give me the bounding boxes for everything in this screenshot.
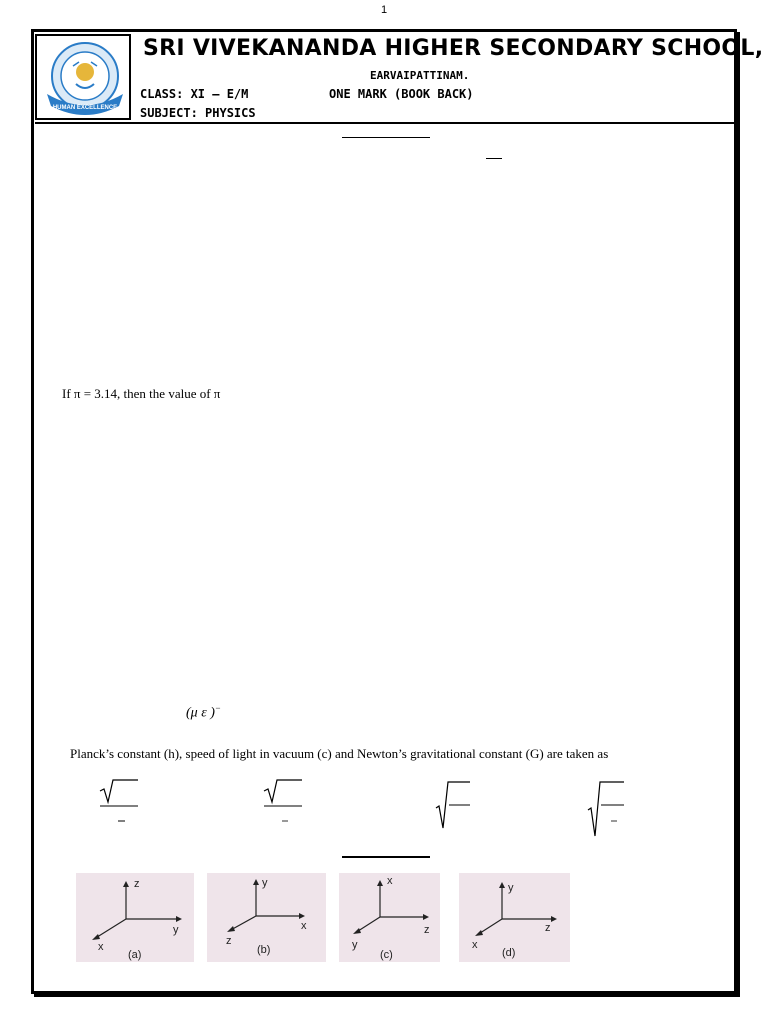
axes-diagram-c	[339, 873, 440, 962]
axis-diag-label: z	[226, 935, 232, 947]
school-logo	[43, 40, 127, 118]
mu-epsilon-text: (μ ε )	[186, 705, 215, 721]
page-number: 1	[380, 4, 388, 16]
option-label: (a)	[128, 949, 142, 961]
axis-up-label: z	[134, 878, 140, 890]
sqrt-option-a	[98, 778, 142, 828]
planck-question: Planck’s constant (h), speed of light in vacuum (c) and Newton’s gravitational constant (G) are taken as	[70, 746, 609, 761]
axis-up-label: y	[262, 877, 268, 889]
axes-option-c	[339, 873, 440, 962]
axes-diagram-b	[207, 873, 326, 962]
axis-right-label: y	[173, 924, 179, 936]
axes-diagram-d	[459, 873, 570, 962]
option-label: (b)	[257, 944, 271, 956]
axis-diag-label: y	[352, 939, 358, 951]
exam-type: ONE MARK (BOOK BACK)	[329, 87, 474, 101]
subject-line: SUBJECT: PHYSICS	[140, 106, 256, 120]
pi-question: If π = 3.14, then the value of π	[62, 386, 221, 401]
school-place: EARVAIPATTINAM.	[370, 69, 470, 82]
axis-right-label: z	[545, 922, 551, 934]
axes-option-d	[459, 873, 570, 962]
axes-option-b	[207, 873, 326, 962]
axis-up-label: x	[387, 875, 393, 887]
document-header	[35, 34, 764, 124]
page-border	[31, 29, 737, 994]
axis-right-label: x	[301, 920, 307, 932]
title-underline	[342, 137, 430, 138]
axes-option-a	[76, 873, 194, 962]
logo-banner-text: HUMAN EXCELLENCE	[52, 105, 118, 111]
fraction-bar	[486, 158, 502, 159]
sqrt-option-b	[262, 778, 306, 828]
mu-epsilon-exponent: −	[214, 703, 221, 713]
sqrt-option-d	[586, 778, 628, 840]
mu-epsilon-expression	[186, 703, 221, 722]
logo-frame	[35, 34, 131, 120]
option-label: (c)	[380, 949, 393, 961]
class-line: CLASS: XI – E/M	[140, 87, 249, 101]
axes-diagram-a	[76, 873, 194, 962]
axis-up-label: y	[508, 882, 514, 894]
axis-right-label: z	[424, 924, 430, 936]
axis-diag-label: x	[472, 939, 478, 951]
axis-diag-label: x	[98, 941, 104, 953]
option-label: (d)	[502, 947, 516, 959]
section-underline	[342, 856, 430, 858]
sqrt-option-c	[434, 778, 474, 832]
school-name: SRI VIVEKANANDA HIGHER SECONDARY SCHOOL,	[143, 36, 764, 61]
